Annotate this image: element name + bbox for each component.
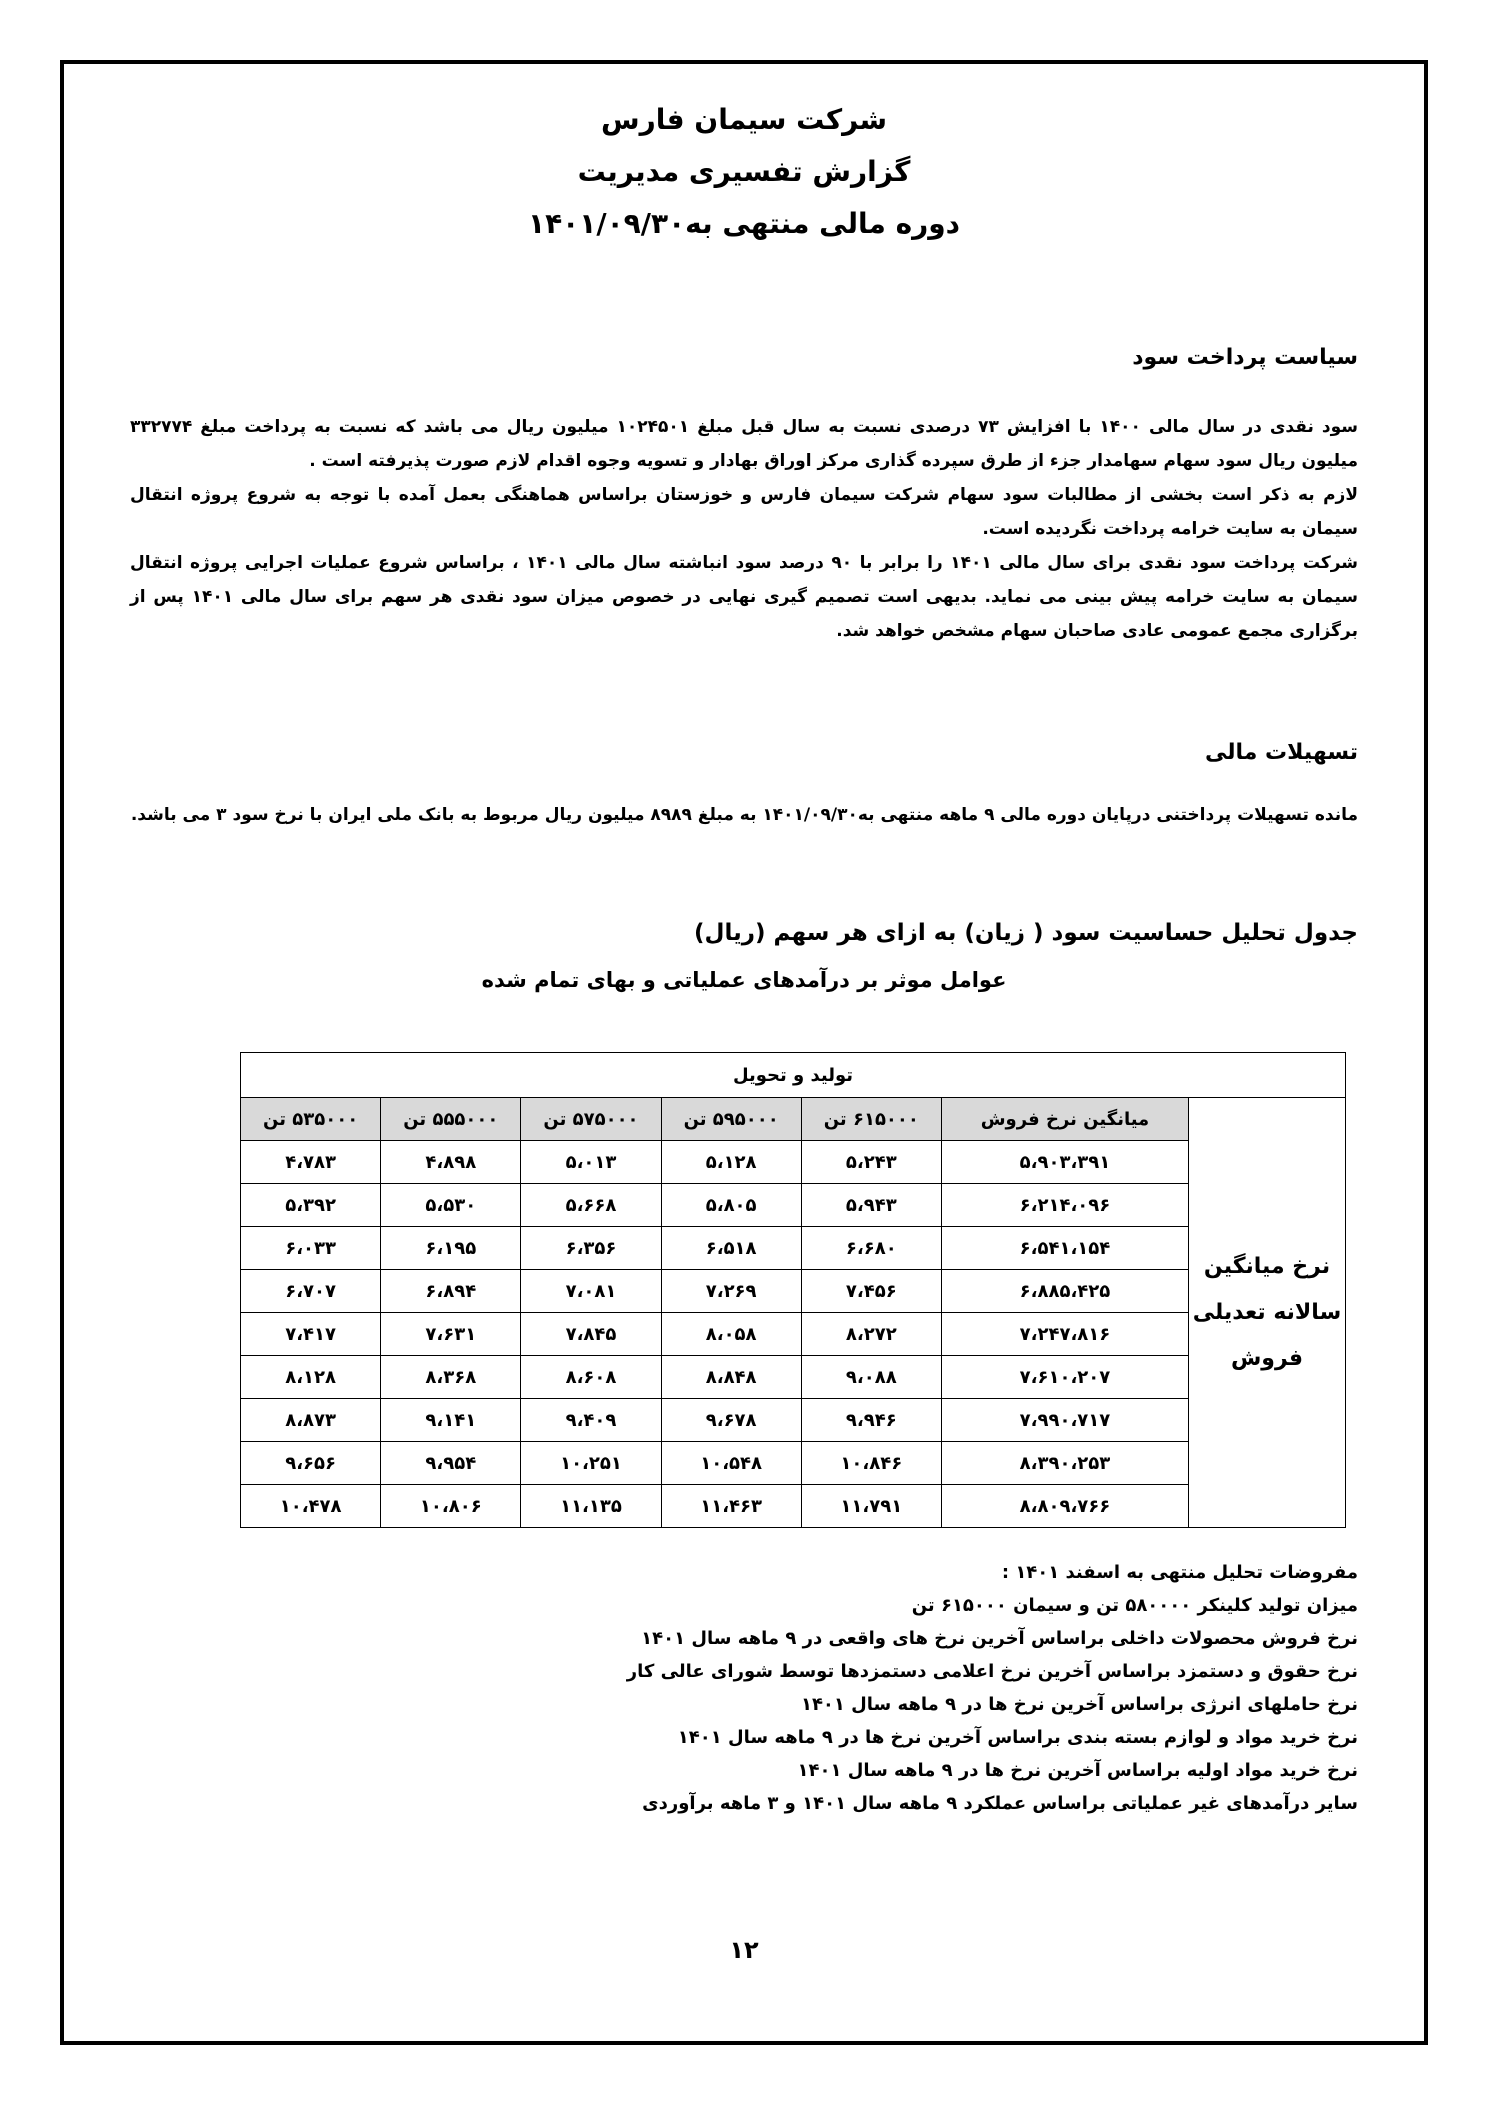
assumption-item: سایر درآمدهای غیر عملیاتی براساس عملکرد ۹ ماهه سال ۱۴۰۱ و ۳ ماهه برآوردی bbox=[642, 1793, 1358, 1814]
table-cell: ۹،۴۰۹ bbox=[521, 1399, 661, 1442]
table-cell: ۵،۲۴۳ bbox=[801, 1141, 941, 1184]
column-header: ۶۱۵۰۰۰ تن bbox=[801, 1098, 941, 1141]
table-cell: ۹،۱۴۱ bbox=[381, 1399, 521, 1442]
table-cell: ۸،۰۵۸ bbox=[661, 1313, 801, 1356]
table-row bbox=[241, 1184, 1346, 1227]
assumptions-list bbox=[358, 1556, 1358, 1820]
table-row bbox=[241, 1227, 1346, 1270]
table-cell: ۶،۱۹۵ bbox=[381, 1227, 521, 1270]
row-label: نرخ میانگین سالانه تعدیلی فروش bbox=[1189, 1098, 1346, 1528]
assumption-item: نرخ حقوق و دستمزد براساس آخرین نرخ اعلامی دستمزدها توسط شورای عالی کار bbox=[626, 1661, 1358, 1682]
table-row bbox=[241, 1313, 1346, 1356]
table-cell: ۶،۶۸۰ bbox=[801, 1227, 941, 1270]
table-cell: ۷،۲۶۹ bbox=[661, 1270, 801, 1313]
group-header: تولید و تحویل bbox=[241, 1053, 1346, 1098]
dividend-heading: سیاست پرداخت سود bbox=[1132, 345, 1358, 370]
table-cell: ۱۱،۴۶۳ bbox=[661, 1485, 801, 1528]
table-cell: ۹،۶۵۶ bbox=[241, 1442, 381, 1485]
facilities-paragraph: مانده تسهیلات پرداختنی درپایان دوره مالی ۹ ماهه منتهی به۱۴۰۱/۰۹/۳۰ به مبلغ ۸۹۸۹ میلیون ریال مربوط به بانک ملی ایران با نرخ سود ۳ می باشد. bbox=[130, 805, 1358, 825]
sensitivity-table bbox=[240, 1052, 1346, 1528]
dividend-paragraph-2: لازم به ذکر است بخشی از مطالبات سود سهام شرکت سیمان فارس و خوزستان براساس هماهنگی بعمل آمده با توجه به شروع پروژه انتقال سیمان به سایت خرامه پرداخت نگردیده است. bbox=[130, 485, 1358, 539]
column-header: ۵۹۵۰۰۰ تن bbox=[661, 1098, 801, 1141]
table-cell: ۸،۲۷۲ bbox=[801, 1313, 941, 1356]
table-cell: ۵،۸۰۵ bbox=[661, 1184, 801, 1227]
table-cell: ۹،۹۵۴ bbox=[381, 1442, 521, 1485]
table-cell: ۵،۱۲۸ bbox=[661, 1141, 801, 1184]
report-title: گزارش تفسیری مدیریت bbox=[577, 155, 911, 188]
table-cell: ۱۱،۱۳۵ bbox=[521, 1485, 661, 1528]
table-cell: ۱۱،۷۹۱ bbox=[801, 1485, 941, 1528]
table-cell: ۸،۳۶۸ bbox=[381, 1356, 521, 1399]
table-cell: ۷،۹۹۰،۷۱۷ bbox=[941, 1399, 1188, 1442]
table-cell: ۹،۶۷۸ bbox=[661, 1399, 801, 1442]
table-cell: ۸،۸۰۹،۷۶۶ bbox=[941, 1485, 1188, 1528]
table-title: جدول تحلیل حساسیت سود ( زیان) به ازای هر سهم (ریال) bbox=[694, 920, 1358, 946]
facilities-heading: تسهیلات مالی bbox=[1204, 740, 1358, 765]
table-cell: ۹،۰۸۸ bbox=[801, 1356, 941, 1399]
table-cell: ۶،۷۰۷ bbox=[241, 1270, 381, 1313]
table-row bbox=[241, 1270, 1346, 1313]
table-cell: ۶،۰۳۳ bbox=[241, 1227, 381, 1270]
table-cell: ۷،۶۱۰،۲۰۷ bbox=[941, 1356, 1188, 1399]
table-cell: ۱۰،۸۰۶ bbox=[381, 1485, 521, 1528]
table-cell: ۷،۴۱۷ bbox=[241, 1313, 381, 1356]
table-subtitle: عوامل موثر بر درآمدهای عملیاتی و بهای تمام شده bbox=[481, 968, 1007, 992]
table-cell: ۸،۳۹۰،۲۵۳ bbox=[941, 1442, 1188, 1485]
table-cell: ۸،۸۷۳ bbox=[241, 1399, 381, 1442]
table-row bbox=[241, 1356, 1346, 1399]
table-cell: ۶،۸۹۴ bbox=[381, 1270, 521, 1313]
column-header: ۵۵۵۰۰۰ تن bbox=[381, 1098, 521, 1141]
company-title: شرکت سیمان فارس bbox=[600, 103, 888, 136]
table-cell: ۹،۹۴۶ bbox=[801, 1399, 941, 1442]
assumption-item: میزان تولید کلینکر ۵۸۰۰۰۰ تن و سیمان ۶۱۵۰۰۰ تن bbox=[911, 1595, 1358, 1616]
table-cell: ۴،۷۸۳ bbox=[241, 1141, 381, 1184]
table-cell: ۷،۶۳۱ bbox=[381, 1313, 521, 1356]
table-cell: ۷،۸۴۵ bbox=[521, 1313, 661, 1356]
table-cell: ۶،۳۵۶ bbox=[521, 1227, 661, 1270]
table-row bbox=[241, 1399, 1346, 1442]
table-cell: ۶،۵۴۱،۱۵۴ bbox=[941, 1227, 1188, 1270]
table-cell: ۷،۲۴۷،۸۱۶ bbox=[941, 1313, 1188, 1356]
table-header-row bbox=[241, 1098, 1346, 1141]
table-cell: ۸،۱۲۸ bbox=[241, 1356, 381, 1399]
table-cell: ۱۰،۸۴۶ bbox=[801, 1442, 941, 1485]
facilities-section bbox=[130, 798, 1358, 832]
table-cell: ۶،۵۱۸ bbox=[661, 1227, 801, 1270]
table-cell: ۵،۹۴۳ bbox=[801, 1184, 941, 1227]
assumption-item: نرخ خرید مواد اولیه براساس آخرین نرخ ها در ۹ ماهه سال ۱۴۰۱ bbox=[797, 1760, 1358, 1781]
assumption-item: نرخ فروش محصولات داخلی براساس آخرین نرخ های واقعی در ۹ ماهه سال ۱۴۰۱ bbox=[641, 1628, 1358, 1649]
table-cell: ۵،۰۱۳ bbox=[521, 1141, 661, 1184]
dividend-paragraph-1: سود نقدی در سال مالی ۱۴۰۰ با افزایش ۷۳ درصدی نسبت به سال قبل مبلغ ۱۰۲۴۵۰۱ میلیون ریال می باشد که نسبت به پرداخت مبلغ ۳۳۲۷۷۴ میلیون ریال سود سهام سهامدار جزء از طرق سپرده گذاری مرکز اوراق بهادار و تسویه وجوه اقدام لازم صورت پذیرفته است . bbox=[130, 417, 1358, 471]
table-cell: ۸،۶۰۸ bbox=[521, 1356, 661, 1399]
table-group-row bbox=[241, 1053, 1346, 1098]
table-row bbox=[241, 1485, 1346, 1528]
table-cell: ۵،۹۰۳،۳۹۱ bbox=[941, 1141, 1188, 1184]
table-cell: ۶،۲۱۴،۰۹۶ bbox=[941, 1184, 1188, 1227]
table-cell: ۷،۰۸۱ bbox=[521, 1270, 661, 1313]
table-row bbox=[241, 1442, 1346, 1485]
table-cell: ۴،۸۹۸ bbox=[381, 1141, 521, 1184]
assumption-item: نرخ خرید مواد و لوازم بسته بندی براساس آخرین نرخ ها در ۹ ماهه سال ۱۴۰۱ bbox=[677, 1727, 1358, 1748]
table-cell: ۸،۸۴۸ bbox=[661, 1356, 801, 1399]
table-cell: ۱۰،۴۷۸ bbox=[241, 1485, 381, 1528]
table-row bbox=[241, 1141, 1346, 1184]
page-number: ۱۲ bbox=[729, 1936, 759, 1964]
column-header: ۵۷۵۰۰۰ تن bbox=[521, 1098, 661, 1141]
table-cell: ۵،۵۳۰ bbox=[381, 1184, 521, 1227]
table-cell: ۶،۸۸۵،۴۲۵ bbox=[941, 1270, 1188, 1313]
dividend-section bbox=[130, 410, 1358, 648]
period-title: دوره مالی منتهی به۱۴۰۱/۰۹/۳۰ bbox=[527, 207, 961, 240]
assumption-item: نرخ حاملهای انرژی براساس آخرین نرخ ها در ۹ ماهه سال ۱۴۰۱ bbox=[800, 1694, 1358, 1715]
dividend-paragraph-3: شرکت پرداخت سود نقدی برای سال مالی ۱۴۰۱ را برابر با ۹۰ درصد سود انباشته سال مالی ۱۴۰۱ ، براساس شروع عملیات اجرایی پروژه انتقال سیمان به سایت خرامه پیش بینی می نماید. بدیهی است تصمیم گیری نهایی در خصوص میزان سود نقدی هر سهم برای سال مالی ۱۴۰۱ پس از برگزاری مجمع عمومی عادی صاحبان سهام مشخص خواهد شد. bbox=[130, 553, 1358, 641]
table-cell: ۱۰،۲۵۱ bbox=[521, 1442, 661, 1485]
assumptions-heading: مفروضات تحلیل منتهی به اسفند ۱۴۰۱ : bbox=[1001, 1562, 1358, 1583]
column-header: ۵۳۵۰۰۰ تن bbox=[241, 1098, 381, 1141]
table-cell: ۵،۳۹۲ bbox=[241, 1184, 381, 1227]
table-cell: ۱۰،۵۴۸ bbox=[661, 1442, 801, 1485]
column-header: میانگین نرخ فروش bbox=[941, 1098, 1188, 1141]
table-cell: ۵،۶۶۸ bbox=[521, 1184, 661, 1227]
table-cell: ۷،۴۵۶ bbox=[801, 1270, 941, 1313]
